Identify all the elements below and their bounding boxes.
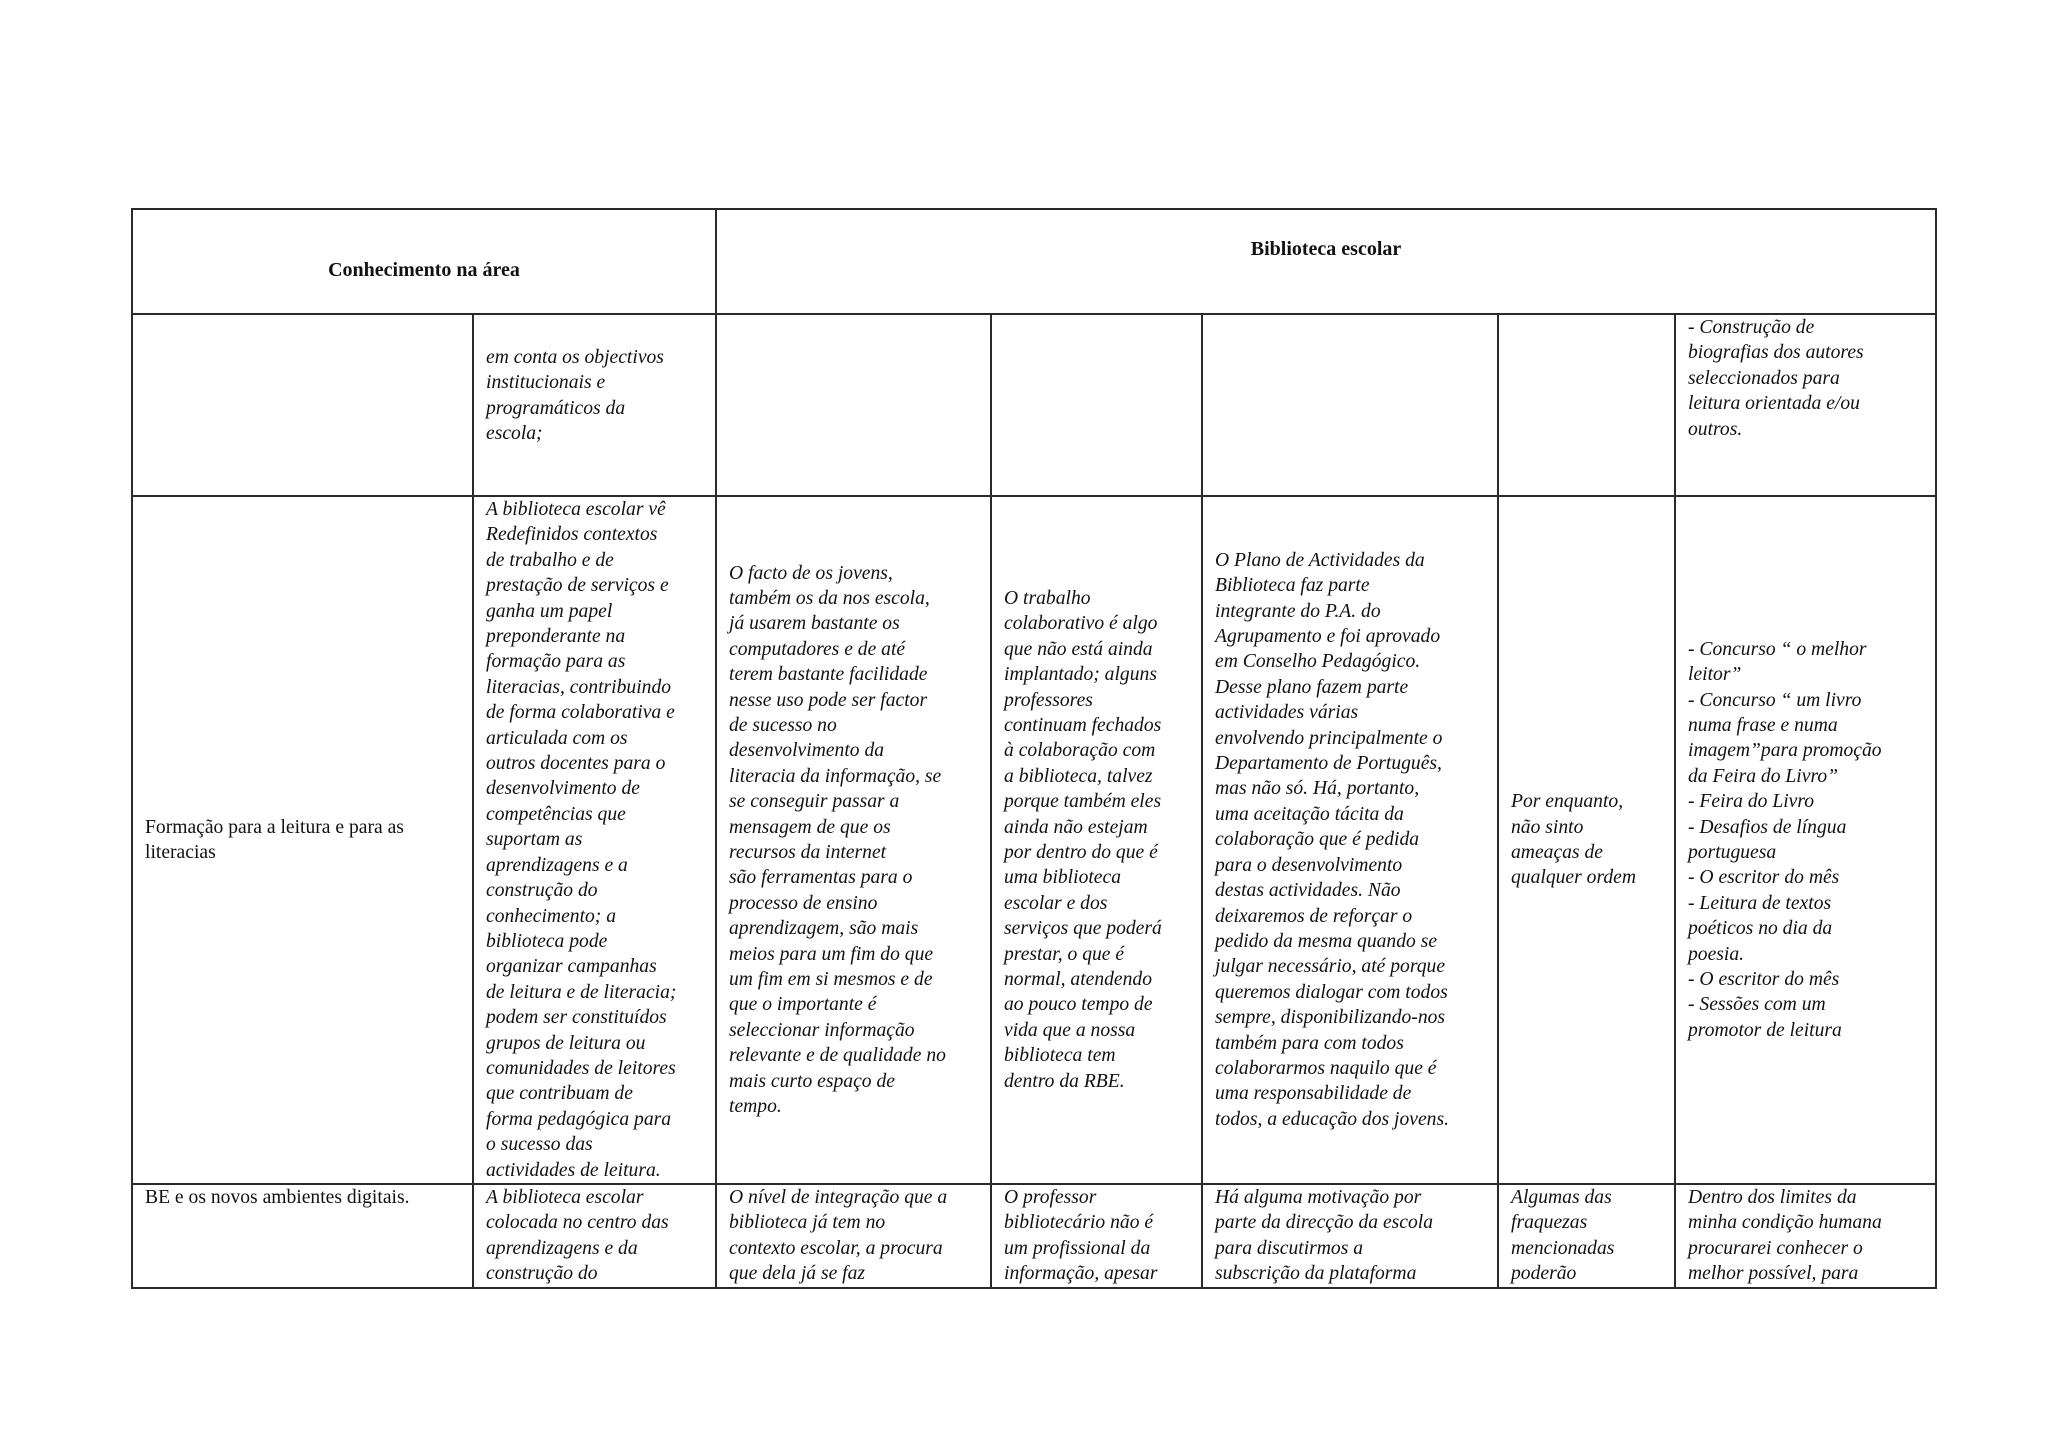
- cell-text-line: ao pouco tempo de: [1004, 994, 1153, 1016]
- cell-text-line: uma biblioteca: [1004, 867, 1121, 889]
- header-row: [132, 209, 1936, 314]
- cell-text-line: são ferramentas para o: [729, 867, 913, 889]
- cell-text-line: aprendizagens e da: [486, 1237, 638, 1259]
- cell-text-line: promotor de leitura: [1688, 1019, 1842, 1041]
- cell-text-line: colaborativo é algo: [1004, 613, 1158, 635]
- row-3-cell-4: [1202, 1184, 1498, 1288]
- cell-text-line: sempre, disponibilizando-nos: [1215, 1007, 1446, 1029]
- cell-text-line: vida que a nossa: [1004, 1019, 1136, 1041]
- cell-text-line: aprendizagens e a: [486, 854, 628, 876]
- cell-text-line: uma responsabilidade de: [1215, 1083, 1412, 1105]
- cell-text-line: mensagem de que os: [729, 816, 891, 838]
- cell-text-line: mais curto espaço de: [729, 1070, 895, 1092]
- cell-text-line: mas não só. Há, portanto,: [1215, 778, 1420, 800]
- cell-text-line: bibliotecário não é: [1004, 1212, 1154, 1234]
- cell-text-line: da Feira do Livro”: [1688, 765, 1839, 787]
- cell-text-line: poderão: [1511, 1263, 1577, 1285]
- cell-text-line: computadores e de até: [729, 638, 906, 660]
- cell-text-line: - Concurso “ o melhor: [1688, 638, 1867, 660]
- cell-text-line: desenvolvimento de: [486, 778, 640, 800]
- row-2-area: [132, 496, 473, 1184]
- cell-text-line: Há alguma motivação por: [1215, 1186, 1422, 1208]
- cell-text-line: um profissional da: [1004, 1237, 1151, 1259]
- cell-text-line: literacias, contribuindo: [486, 676, 672, 698]
- cell-text-line: procurarei conhecer o: [1688, 1237, 1863, 1259]
- cell-text-line: competências que: [486, 803, 626, 825]
- cell-text-line: programáticos da: [486, 397, 626, 419]
- cell-text-line: o sucesso das: [486, 1134, 593, 1156]
- cell-text-line: leitura orientada e/ou: [1688, 393, 1860, 415]
- cell-text-line: ainda não estejam: [1004, 816, 1148, 838]
- cell-text-line: todos, a educação dos jovens.: [1215, 1108, 1449, 1130]
- cell-text-line: meios para um fim do que: [729, 943, 934, 965]
- row-3-area: [132, 1184, 473, 1288]
- cell-text-line: biblioteca pode: [486, 930, 608, 952]
- table-row: [132, 1184, 1936, 1288]
- cell-text-line: professores: [1004, 689, 1093, 711]
- cell-text-line: porque também eles: [1004, 791, 1162, 813]
- cell-text-line: melhor possível, para: [1688, 1263, 1859, 1285]
- cell-text-line: ameaças de: [1511, 841, 1603, 863]
- cell-text-line: que não está ainda: [1004, 638, 1153, 660]
- cell-text-line: actividades várias: [1215, 702, 1359, 724]
- cell-text-line: O facto de os jovens,: [729, 562, 893, 584]
- header-conhecimento-na-area: Conhecimento na área: [132, 209, 716, 314]
- cell-text-line: poesia.: [1688, 943, 1745, 965]
- cell-text-line: Dentro dos limites da: [1688, 1186, 1857, 1208]
- cell-text-line: dentro da RBE.: [1004, 1070, 1125, 1092]
- cell-text-line: preponderante na: [486, 626, 626, 648]
- cell-text-line: normal, atendendo: [1004, 969, 1153, 991]
- row-3-cell-2: [716, 1184, 991, 1288]
- row-2-cell-3: [991, 496, 1202, 1184]
- cell-text-line: para o desenvolvimento: [1215, 854, 1403, 876]
- cell-text-line: numa frase e numa: [1688, 714, 1838, 736]
- row-1-cell-6: [1675, 314, 1936, 496]
- cell-text-line: fraquezas: [1511, 1212, 1588, 1234]
- cell-text-line: subscrição da plataforma: [1215, 1263, 1417, 1285]
- cell-text-line: aprendizagem, são mais: [729, 918, 919, 940]
- cell-text-line: já usarem bastante os: [729, 613, 900, 635]
- cell-text-line: literacia da informação, se: [729, 765, 942, 787]
- cell-text-line: terem bastante facilidade: [729, 664, 928, 686]
- cell-text-line: ganha um papel: [486, 600, 613, 622]
- cell-text-line: O Plano de Actividades da: [1215, 549, 1425, 571]
- cell-text-line: Biblioteca faz parte: [1215, 575, 1370, 597]
- cell-text-line: literacias: [145, 841, 216, 863]
- cell-text-line: BE e os novos ambientes digitais.: [145, 1186, 410, 1208]
- cell-text-line: parte da direcção da escola: [1215, 1212, 1434, 1234]
- row-2-cell-1: [473, 496, 716, 1184]
- cell-text-line: integrante do P.A. do: [1215, 600, 1381, 622]
- cell-text-line: colaboração que é pedida: [1215, 829, 1420, 851]
- cell-text-line: de forma colaborativa e: [486, 702, 675, 724]
- row-1-cell-5: [1498, 314, 1675, 496]
- cell-text-line: contexto escolar, a procura: [729, 1237, 943, 1259]
- cell-text-line: também para com todos: [1215, 1032, 1404, 1054]
- cell-text-line: recursos da internet: [729, 841, 887, 863]
- cell-text-line: que dela já se faz: [729, 1263, 866, 1285]
- row-2-cell-6: [1675, 496, 1936, 1184]
- cell-text-line: processo de ensino: [729, 892, 878, 914]
- cell-text-line: prestação de serviços e: [486, 575, 669, 597]
- cell-text-line: forma pedagógica para: [486, 1108, 672, 1130]
- cell-text-line: organizar campanhas: [486, 956, 657, 978]
- cell-text-line: seleccionados para: [1688, 367, 1840, 389]
- cell-text-line: relevante e de qualidade no: [729, 1045, 946, 1067]
- cell-text-line: de trabalho e de: [486, 549, 614, 571]
- cell-text-line: podem ser constituídos: [486, 1007, 667, 1029]
- row-3-cell-6: [1675, 1184, 1936, 1288]
- cell-text-line: deixaremos de reforçar o: [1215, 905, 1413, 927]
- row-3-cell-5: [1498, 1184, 1675, 1288]
- row-2-cell-5: [1498, 496, 1675, 1184]
- cell-text-line: articulada com os: [486, 727, 628, 749]
- cell-text-line: colaborarmos naquilo que é: [1215, 1057, 1437, 1079]
- cell-text-line: Desse plano fazem parte: [1215, 676, 1409, 698]
- cell-text-line: não sinto: [1511, 816, 1584, 838]
- cell-text-line: que contribuam de: [486, 1083, 633, 1105]
- cell-text-line: formação para as: [486, 651, 626, 673]
- row-1-cell-2: [716, 314, 991, 496]
- cell-text-line: colocada no centro das: [486, 1212, 669, 1234]
- cell-text-line: uma aceitação tácita da: [1215, 803, 1404, 825]
- cell-text-line: - Leitura de textos: [1688, 892, 1832, 914]
- cell-text-line: para discutirmos a: [1215, 1237, 1364, 1259]
- cell-text-line: destas actividades. Não: [1215, 880, 1401, 902]
- cell-text-line: institucionais e: [486, 372, 606, 394]
- cell-text-line: queremos dialogar com todos: [1215, 981, 1448, 1003]
- cell-text-line: informação, apesar: [1004, 1263, 1158, 1285]
- cell-text-line: tempo.: [729, 1096, 782, 1118]
- cell-text-line: Redefinidos contextos: [486, 524, 658, 546]
- cell-text-line: construção do: [486, 1263, 598, 1285]
- cell-text-line: biblioteca tem: [1004, 1045, 1116, 1067]
- cell-text-line: poéticos no dia da: [1688, 918, 1833, 940]
- cell-text-line: escola;: [486, 423, 543, 445]
- cell-text-line: que o importante é: [729, 994, 877, 1016]
- cell-text-line: Agrupamento e foi aprovado: [1215, 626, 1441, 648]
- cell-text-line: desenvolvimento da: [729, 740, 885, 762]
- cell-text-line: nesse uso pode ser factor: [729, 689, 928, 711]
- cell-text-line: portuguesa: [1688, 841, 1777, 863]
- row-1-area: [132, 314, 473, 496]
- cell-text-line: prestar, o que é: [1004, 943, 1125, 965]
- cell-text-line: - Concurso “ um livro: [1688, 689, 1862, 711]
- cell-text-line: de sucesso no: [729, 714, 837, 736]
- cell-text-line: implantado; alguns: [1004, 664, 1157, 686]
- cell-text-line: outros docentes para o: [486, 753, 666, 775]
- cell-text-line: - Desafios de língua: [1688, 816, 1847, 838]
- cell-text-line: - O escritor do mês: [1688, 867, 1840, 889]
- cell-text-line: em Conselho Pedagógico.: [1215, 651, 1421, 673]
- cell-text-line: qualquer ordem: [1511, 867, 1636, 889]
- table-row: [132, 314, 1936, 496]
- cell-text-line: Algumas das: [1511, 1186, 1612, 1208]
- cell-text-line: de leitura e de literacia;: [486, 981, 677, 1003]
- cell-text-line: a biblioteca, talvez: [1004, 765, 1153, 787]
- cell-text-line: actividades de leitura.: [486, 1159, 661, 1181]
- cell-text-line: Por enquanto,: [1511, 791, 1624, 813]
- cell-text-line: à colaboração com: [1004, 740, 1156, 762]
- cell-text-line: O professor: [1004, 1186, 1097, 1208]
- cell-text-line: se conseguir passar a: [729, 791, 900, 813]
- cell-text-line: por dentro do que é: [1004, 841, 1158, 863]
- cell-text-line: grupos de leitura ou: [486, 1032, 646, 1054]
- cell-text-line: biblioteca já tem no: [729, 1212, 886, 1234]
- cell-text-line: continuam fechados: [1004, 714, 1162, 736]
- row-3-cell-1: [473, 1184, 716, 1288]
- cell-text-line: leitor”: [1688, 664, 1742, 686]
- row-1-cell-4: [1202, 314, 1498, 496]
- cell-text-line: - Construção de: [1688, 317, 1815, 338]
- row-1-cell-3: [991, 314, 1202, 496]
- row-2-cell-4: [1202, 496, 1498, 1184]
- cell-text-line: O trabalho: [1004, 587, 1091, 609]
- cell-text-line: biografias dos autores: [1688, 342, 1864, 364]
- cell-text-line: suportam as: [486, 829, 583, 851]
- cell-text-line: pedido da mesma quando se: [1215, 930, 1438, 952]
- cell-text-line: um fim em si mesmos e de: [729, 969, 933, 991]
- row-1-cell-1: [473, 314, 716, 496]
- cell-text-line: conhecimento; a: [486, 905, 617, 927]
- cell-text-line: em conta os objectivos: [486, 347, 664, 368]
- cell-text-line: - Sessões com um: [1688, 994, 1826, 1016]
- cell-text-line: comunidades de leitores: [486, 1057, 676, 1079]
- cell-text-line: mencionadas: [1511, 1237, 1615, 1259]
- cell-text-line: serviços que poderá: [1004, 918, 1162, 940]
- header-biblioteca-escolar: Biblioteca escolar: [716, 209, 1936, 314]
- cell-text-line: julgar necessário, até porque: [1215, 956, 1446, 978]
- cell-text-line: também os da nos escola,: [729, 587, 930, 609]
- cell-text-line: O nível de integração que a: [729, 1186, 948, 1208]
- cell-text-line: outros.: [1688, 418, 1743, 440]
- cell-text-line: construção do: [486, 880, 598, 902]
- cell-text-line: A biblioteca escolar vê: [486, 499, 666, 520]
- cell-text-line: - O escritor do mês: [1688, 969, 1840, 991]
- cell-text-line: envolvendo principalmente o: [1215, 727, 1443, 749]
- swot-table: [131, 208, 1937, 1289]
- cell-text-line: imagem”para promoção: [1688, 740, 1882, 762]
- cell-text-line: minha condição humana: [1688, 1212, 1882, 1234]
- cell-text-line: Departamento de Português,: [1215, 753, 1442, 775]
- cell-text-line: A biblioteca escolar: [486, 1186, 644, 1208]
- table-row: [132, 496, 1936, 1184]
- row-3-cell-3: [991, 1184, 1202, 1288]
- cell-text-line: seleccionar informação: [729, 1019, 915, 1041]
- cell-text-line: - Feira do Livro: [1688, 791, 1815, 813]
- row-2-cell-2: [716, 496, 991, 1184]
- cell-text-line: Formação para a leitura e para as: [145, 816, 404, 838]
- cell-text-line: escolar e dos: [1004, 892, 1108, 914]
